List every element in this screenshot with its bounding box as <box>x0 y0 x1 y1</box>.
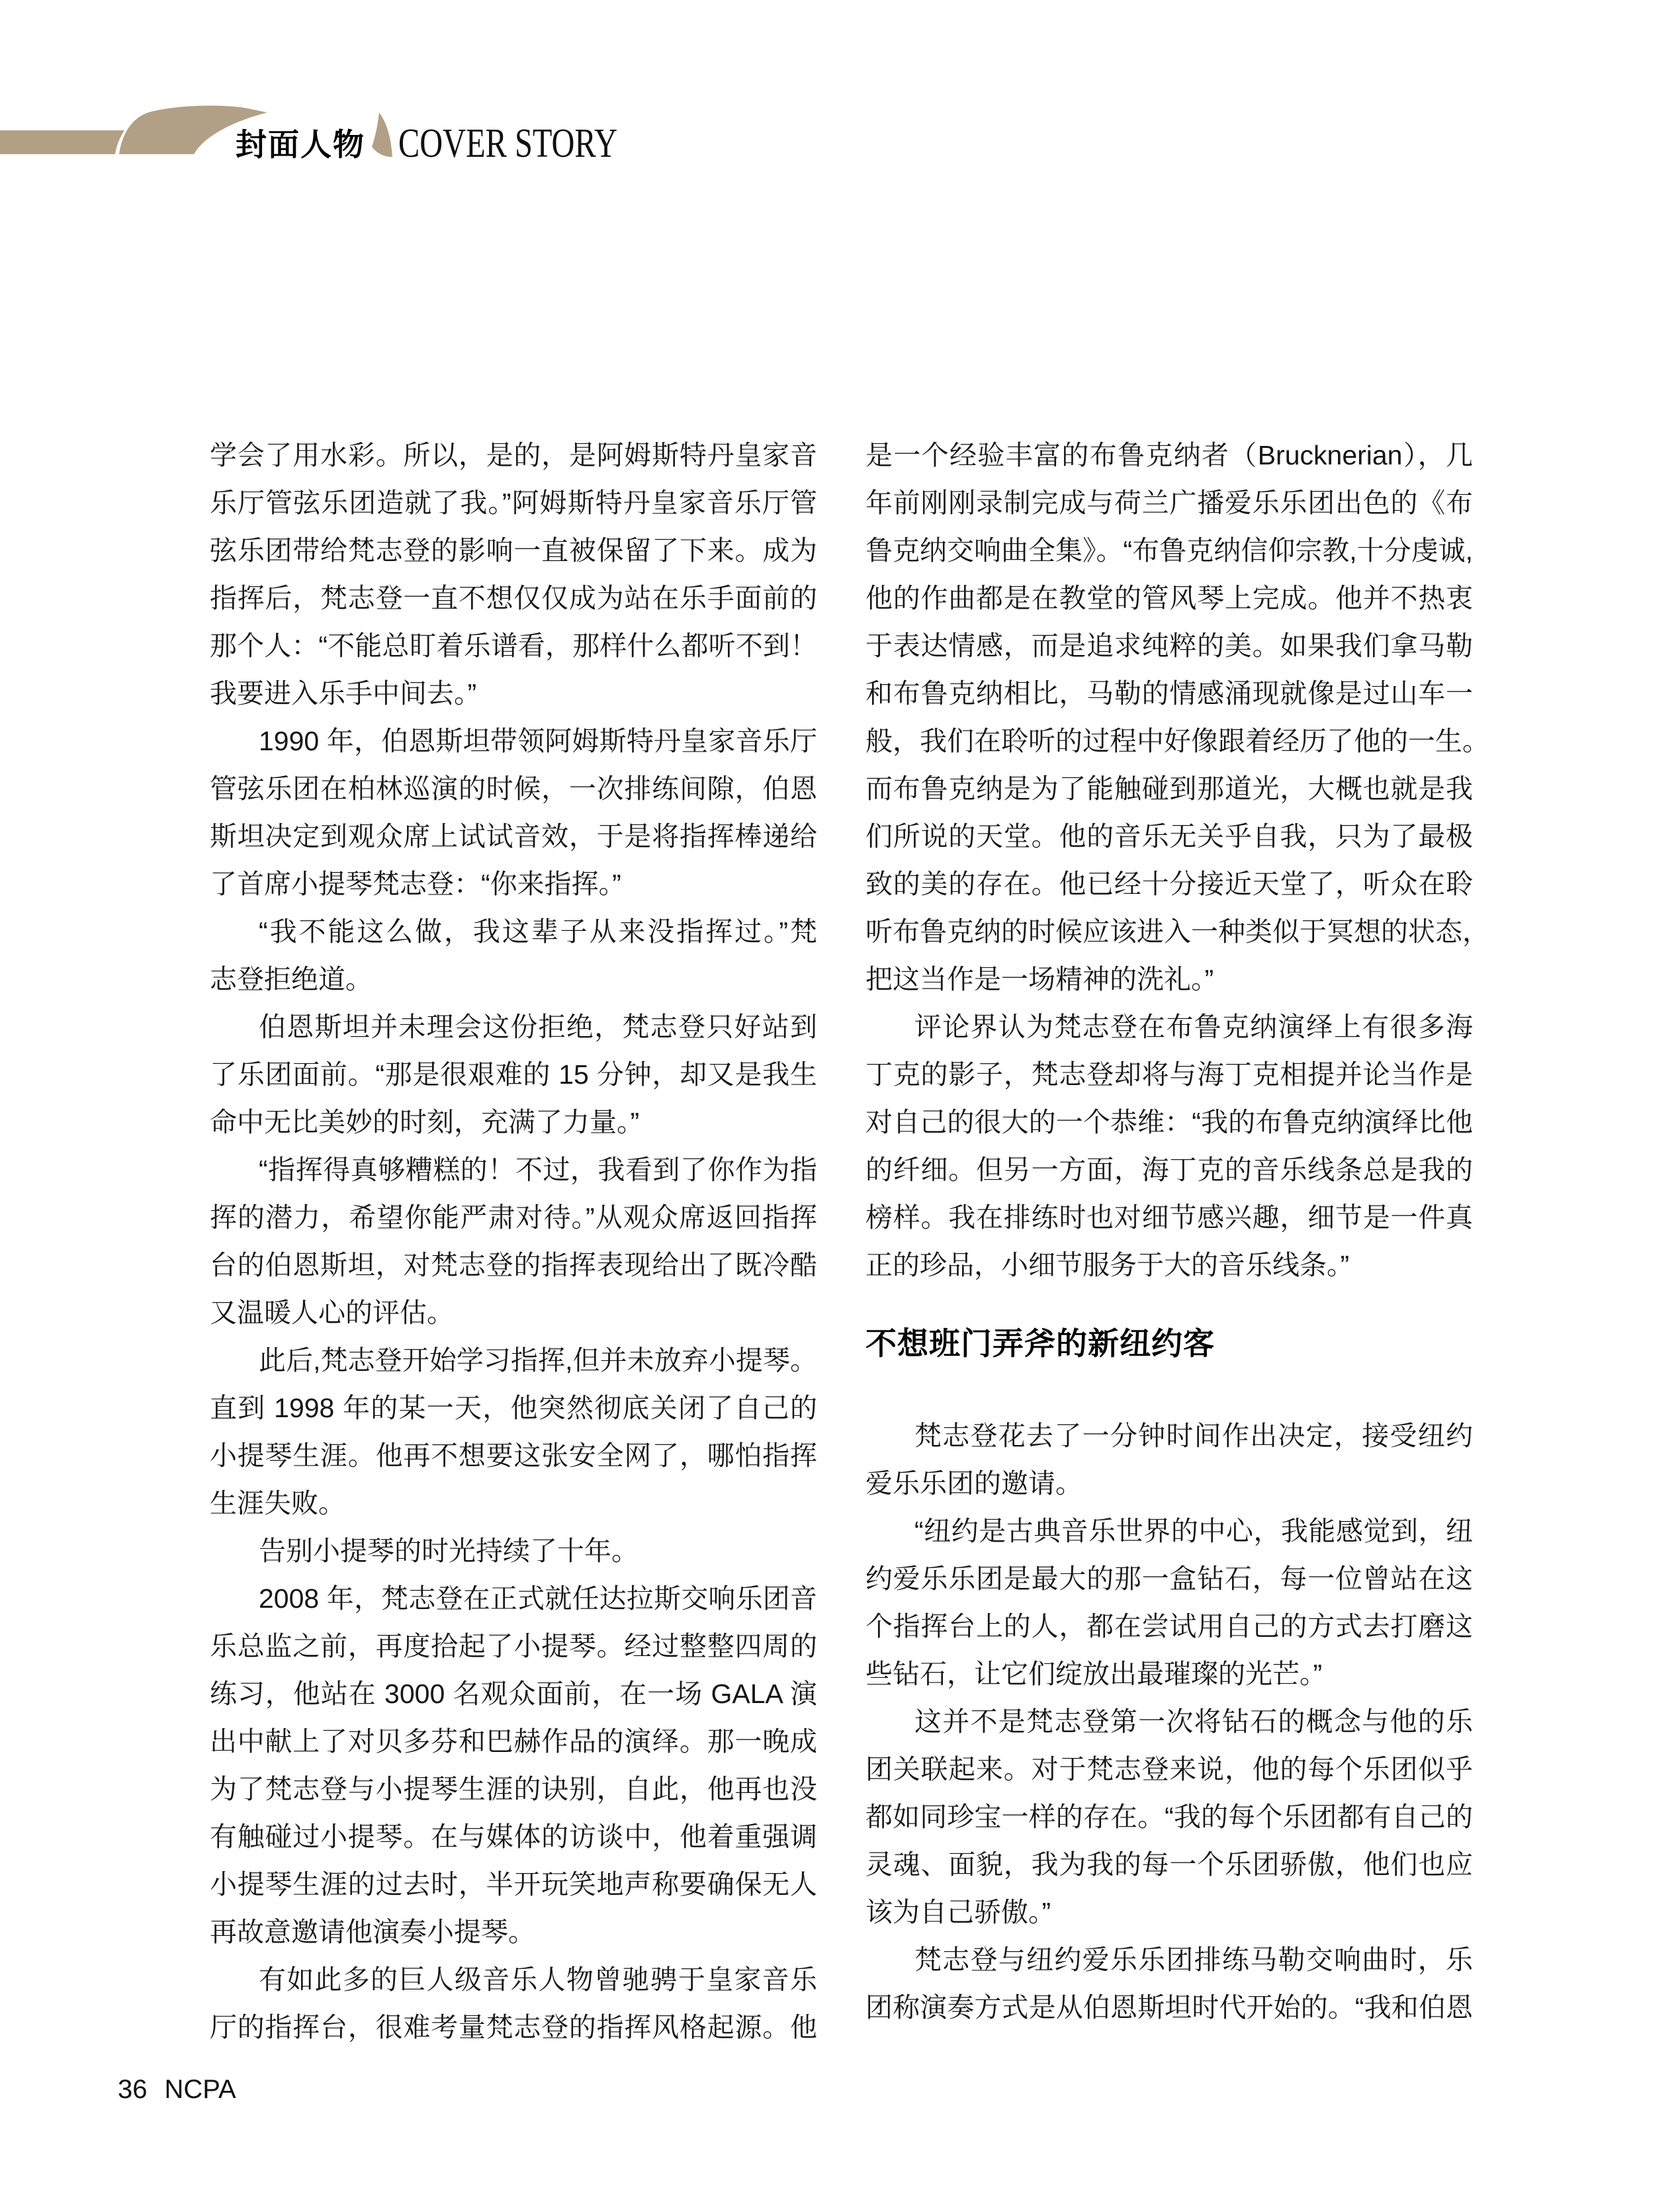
text-line: 直到 1998 年的某一天，他突然彻底关闭了自己的 <box>210 1393 817 1423</box>
text-line: 了首席小提琴梵志登：“你来指挥。” <box>210 869 621 899</box>
text-line: “我不能这么做，我这辈子从来没指挥过。”梵 <box>259 916 817 947</box>
text-line: 把这当作是一场精神的洗礼。” <box>865 964 1214 994</box>
magazine-brand: NCPA <box>164 2075 236 2104</box>
header-bar-shape <box>0 130 124 154</box>
text-line: 管弦乐团在柏林巡演的时候，一次排练间隙，伯恩 <box>210 773 817 804</box>
text-line: 乐厅管弦乐团造就了我。”阿姆斯特丹皇家音乐厅管 <box>210 488 817 518</box>
text-line: 团关联起来。对于梵志登来说，他的每个乐团似乎 <box>865 1754 1473 1784</box>
text-line: 而布鲁克纳是为了能触碰到那道光，大概也就是我 <box>865 773 1473 804</box>
text-line: 爱乐乐团的邀请。 <box>865 1468 1083 1499</box>
text-line: 该为自己骄傲。” <box>865 1897 1051 1927</box>
text-line: 们所说的天堂。他的音乐无关乎自我，只为了最极 <box>865 821 1473 852</box>
text-line: 小提琴生涯的过去时，半开玩笑地声称要确保无人 <box>210 1869 817 1900</box>
text-line: 评论界认为梵志登在布鲁克纳演绎上有很多海 <box>914 1012 1473 1042</box>
text-line: 1990 年，伯恩斯坦带领阿姆斯特丹皇家音乐厅 <box>259 726 817 756</box>
article-column-left <box>210 431 817 2051</box>
text-line: 学会了用水彩。所以，是的，是阿姆斯特丹皇家音 <box>210 440 817 470</box>
text-line: 出中献上了对贝多芬和巴赫作品的演绎。那一晚成 <box>210 1726 817 1757</box>
page-number: 36 <box>118 2075 148 2104</box>
text-line: 这并不是梵志登第一次将钻石的概念与他的乐 <box>914 1706 1473 1737</box>
text-line: 正的珍品，小细节服务于大的音乐线条。” <box>865 1250 1350 1280</box>
text-line: 厅的指挥台，很难考量梵志登的指挥风格起源。他 <box>210 2012 817 2042</box>
text-line: 此后,梵志登开始学习指挥,但并未放弃小提琴。 <box>259 1345 817 1376</box>
text-line: 告别小提琴的时光持续了十年。 <box>259 1536 639 1566</box>
text-line: 再故意邀请他演奏小提琴。 <box>210 1917 535 1947</box>
text-line: 梵志登与纽约爱乐乐团排练马勒交响曲时，乐 <box>914 1945 1473 1975</box>
text-line: 团称演奏方式是从伯恩斯坦时代开始的。“我和伯恩 <box>865 1992 1473 2023</box>
header-comma-swoosh-shape <box>372 112 392 157</box>
text-line: 乐总监之前，再度拾起了小提琴。经过整整四周的 <box>210 1631 817 1661</box>
text-line: 梵志登花去了一分钟时间作出决定，接受纽约 <box>914 1421 1473 1451</box>
text-line: 都如同珍宝一样的存在。“我的每个乐团都有自己的 <box>865 1802 1473 1832</box>
text-line: 他的作曲都是在教堂的管风琴上完成。他并不热衷 <box>865 583 1473 613</box>
text-line: 于表达情感，而是追求纯粹的美。如果我们拿马勒 <box>865 631 1473 661</box>
text-line: 年前刚刚录制完成与荷兰广播爱乐乐团出色的《布 <box>865 488 1473 518</box>
text-line: 有触碰过小提琴。在与媒体的访谈中，他着重强调 <box>210 1821 817 1852</box>
text-line: 小提琴生涯。他再不想要这张安全网了，哪怕指挥 <box>210 1440 817 1471</box>
text-line: 般，我们在聆听的过程中好像跟着经历了他的一生。 <box>865 726 1489 756</box>
text-line: 对自己的很大的一个恭维：“我的布鲁克纳演绎比他 <box>865 1107 1473 1137</box>
text-line: 了乐团面前。“那是很艰难的 15 分钟，却又是我生 <box>210 1059 817 1090</box>
text-line: 台的伯恩斯坦，对梵志登的指挥表现给出了既冷酷 <box>210 1250 817 1280</box>
text-line: 练习，他站在 3000 名观众面前，在一场 GALA 演 <box>210 1679 817 1709</box>
text-line: 斯坦决定到观众席上试试音效，于是将指挥棒递给 <box>210 821 817 852</box>
text-line: 那个人：“不能总盯着乐谱看，那样什么都听不到！ <box>210 631 817 661</box>
page-footer <box>118 2075 236 2105</box>
text-line: 个指挥台上的人，都在尝试用自己的方式去打磨这 <box>865 1611 1473 1641</box>
text-line: 指挥后，梵志登一直不想仅仅成为站在乐手面前的 <box>210 583 817 613</box>
text-line: 鲁克纳交响曲全集》。“布鲁克纳信仰宗教,十分虔诚, <box>865 535 1473 566</box>
text-line: “纽约是古典音乐世界的中心，我能感觉到，纽 <box>914 1516 1473 1546</box>
text-line: 是一个经验丰富的布鲁克纳者（Brucknerian），几 <box>865 440 1473 470</box>
article-column-right <box>865 431 1489 2031</box>
text-line: 听布鲁克纳的时候应该进入一种类似于冥想的状态， <box>865 916 1489 947</box>
text-line: 志登拒绝道。 <box>210 964 373 994</box>
text-line: 我要进入乐手中间去。” <box>210 678 477 709</box>
text-line: 些钻石，让它们绽放出最璀璨的光芒。” <box>865 1659 1323 1689</box>
text-line: 和布鲁克纳相比，马勒的情感涌现就像是过山车一 <box>865 678 1473 709</box>
text-line: 致的美的存在。他已经十分接近天堂了，听众在聆 <box>865 869 1473 899</box>
text-line: 命中无比美妙的时刻，充满了力量。” <box>210 1107 640 1137</box>
text-line: “指挥得真够糟糕的！不过，我看到了你作为指 <box>259 1155 817 1185</box>
text-line: 又温暖人心的评估。 <box>210 1297 454 1328</box>
text-line: 榜样。我在排练时也对细节感兴趣，细节是一件真 <box>865 1202 1473 1233</box>
text-line: 伯恩斯坦并未理会这份拒绝，梵志登只好站到 <box>259 1012 817 1042</box>
text-line: 生涯失败。 <box>210 1488 345 1518</box>
text-line: 挥的潜力，希望你能严肃对待。”从观众席返回指挥 <box>210 1202 817 1233</box>
text-line: 灵魂、面貌，我为我的每一个乐团骄傲，他们也应 <box>865 1849 1473 1880</box>
text-line: 弦乐团带给梵志登的影响一直被保留了下来。成为 <box>210 535 817 566</box>
text-line: 为了梵志登与小提琴生涯的诀别，自此，他再也没 <box>210 1774 817 1804</box>
text-line: 2008 年，梵志登在正式就任达拉斯交响乐团音 <box>259 1583 817 1614</box>
section-heading: 不想班门弄斧的新纽约客 <box>865 1326 1215 1361</box>
section-title-zh: 封面人物 <box>236 127 365 162</box>
text-line: 约爱乐乐团是最大的那一盒钻石，每一位曾站在这 <box>865 1563 1473 1594</box>
text-line: 有如此多的巨人级音乐人物曾驰骋于皇家音乐 <box>259 1964 817 1995</box>
text-line: 丁克的影子，梵志登却将与海丁克相提并论当作是 <box>865 1059 1473 1090</box>
section-title-en: COVER STORY <box>398 121 617 166</box>
text-line: 的纤细。但另一方面，海丁克的音乐线条总是我的 <box>865 1155 1473 1185</box>
